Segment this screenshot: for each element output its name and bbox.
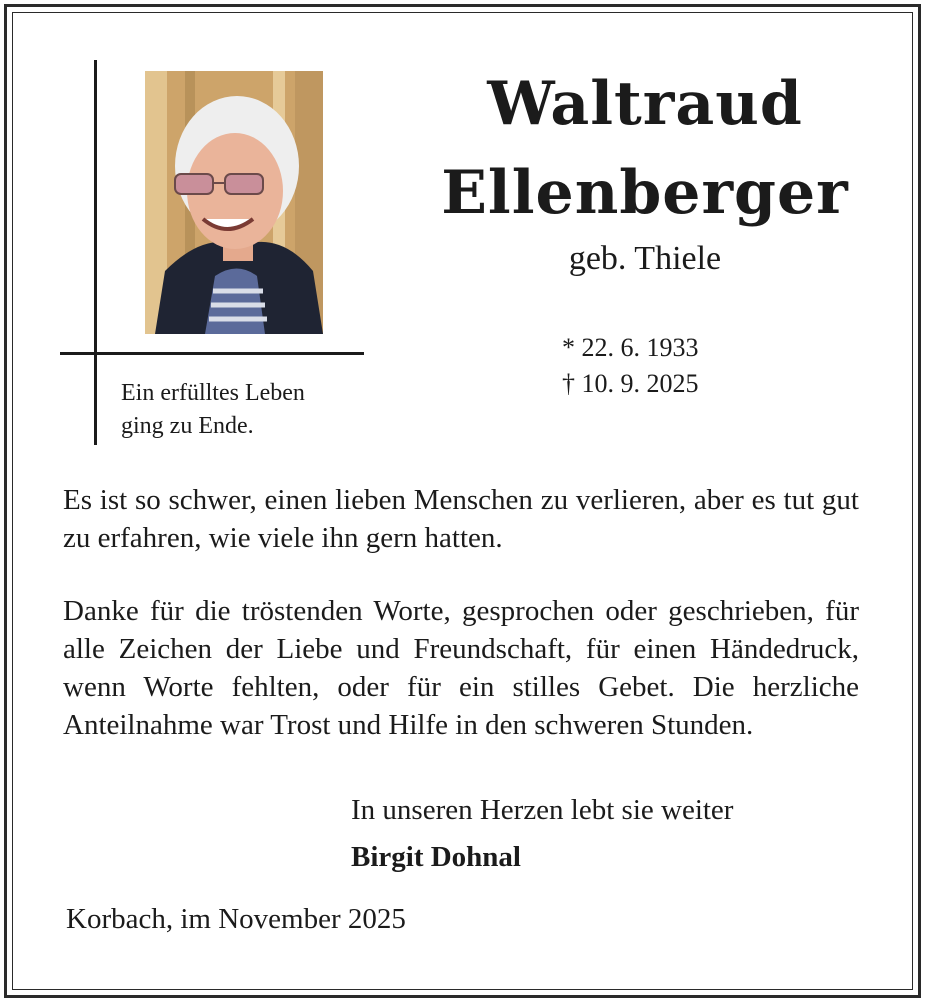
birth-name: geb. Thiele <box>568 240 722 277</box>
motto-line-1: Ein erfülltes Leben <box>121 380 305 406</box>
place-and-date: Korbach, im November 2025 <box>66 903 406 935</box>
portrait-photo <box>145 71 323 334</box>
deceased-last-name: Ellenberger <box>441 158 849 228</box>
cross-vertical-line <box>94 60 97 445</box>
motto <box>121 377 305 443</box>
signer-name: Birgit Dohnal <box>351 841 521 873</box>
motto-line-2: ging zu Ende. <box>121 413 254 439</box>
deceased-first-name: Waltraud <box>487 69 803 139</box>
closing-line: In unseren Herzen lebt sie weiter <box>351 794 734 826</box>
cross-horizontal-line <box>60 352 364 355</box>
birth-date: * 22. 6. 1933 <box>562 333 699 362</box>
paragraph-2: Danke für die tröstenden Worte, gesprochen oder geschrieben, für alle Zeichen der Liebe und Freundschaft, für einen Händedruck, wenn Worte fehlten, oder für ein stilles Gebet. Die herzliche Anteilnahme war Trost und Hilfe in den schweren Stunden. <box>63 595 859 741</box>
paragraph-1: Es ist so schwer, einen lieben Menschen zu verlieren, aber es tut gut zu erfahren, wie viele ihn gern hatten. <box>63 484 859 554</box>
death-date: † 10. 9. 2025 <box>562 369 699 398</box>
